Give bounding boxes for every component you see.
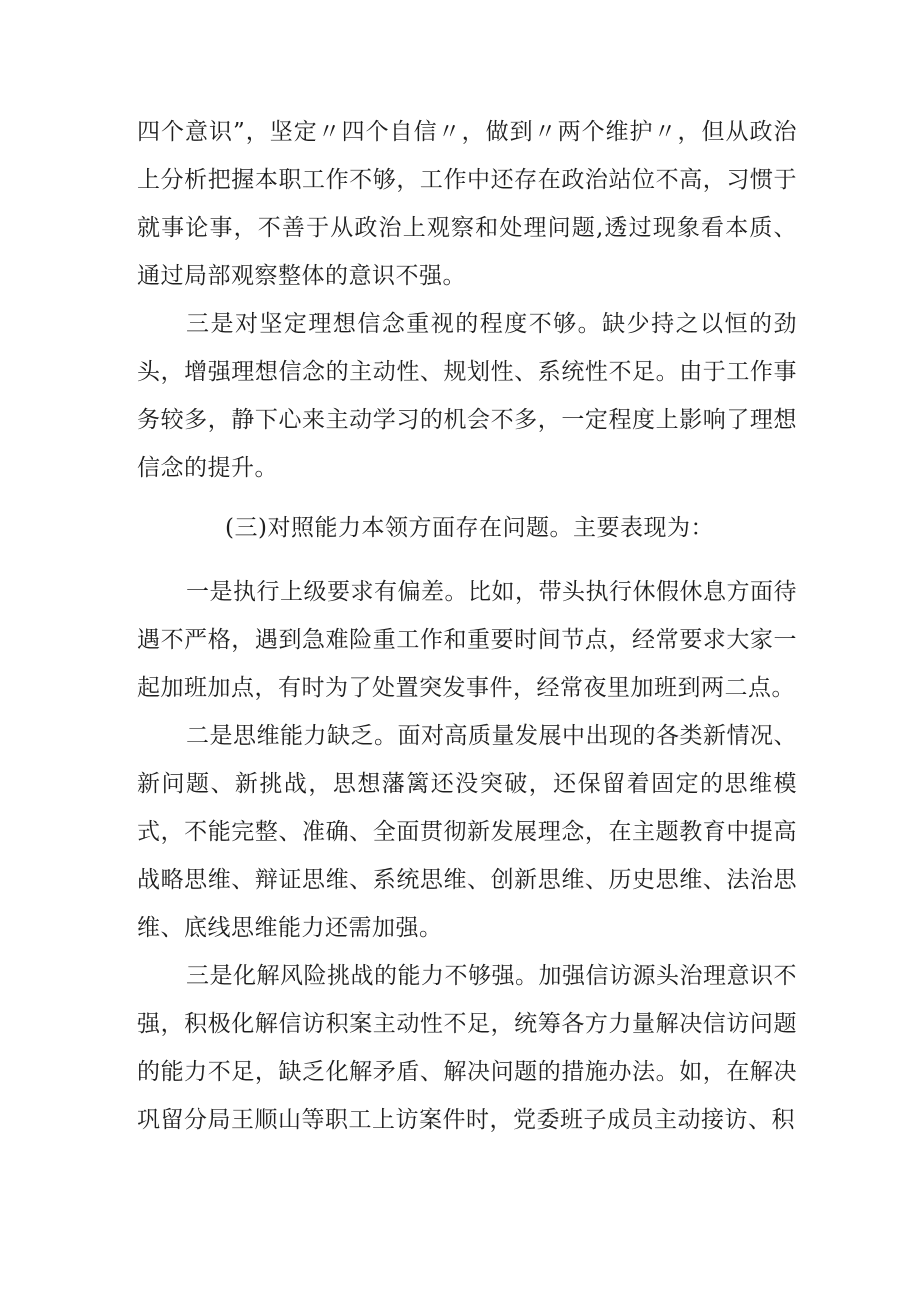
paragraph-ideals-beliefs: 三是对坚定理想信念重视的程度不够。缺少持之以恒的劲头，增强理想信念的主动性、规划性、系统性不足。由于工作事务较多，静下心来主动学习的机会不多，一定程度上影响了理想信念的提升。 bbox=[137, 311, 797, 481]
paragraph-political-awareness: 四个意识”，坚定〃四个自信〃，做到〃两个维护〃，但从政治上分析把握本职工作不够，工作中还存在政治站位不高，习惯于就事论事，不善于从政治上观察和处理问题,透过现象看本质、通过局部观察整体的意识不强。 bbox=[137, 119, 797, 289]
paragraph-risk-resolution: 三是化解风险挑战的能力不够强。加强信访源头治理意识不强，积极化解信访积案主动性不足，统筹各方力量解决信访问题的能力不足，缺乏化解矛盾、解决问题的措施办法。如，在解决巩留分局王顺山等职工上访案件时，党委班子成员主动接访、积 bbox=[137, 963, 797, 1133]
section-heading-ability: (三)对照能力本领方面存在问题。主要表现为： bbox=[225, 515, 714, 541]
paragraph-executing-requirements: 一是执行上级要求有偏差。比如，带头执行休假休息方面待遇不严格，遇到急难险重工作和重要时间节点，经常要求大家一起加班加点，有时为了处置突发事件，经常夜里加班到两二点。 bbox=[137, 579, 797, 701]
paragraph-thinking-ability: 二是思维能力缺乏。面对高质量发展中出现的各类新情况、新问题、新挑战，思想藩篱还没突破，还保留着固定的思维模式，不能完整、准确、全面贯彻新发展理念，在主题教育中提高战略思维、辩证思维、系统思维、创新思维、历史思维、法治思维、底线思维能力还需加强。 bbox=[137, 723, 797, 941]
